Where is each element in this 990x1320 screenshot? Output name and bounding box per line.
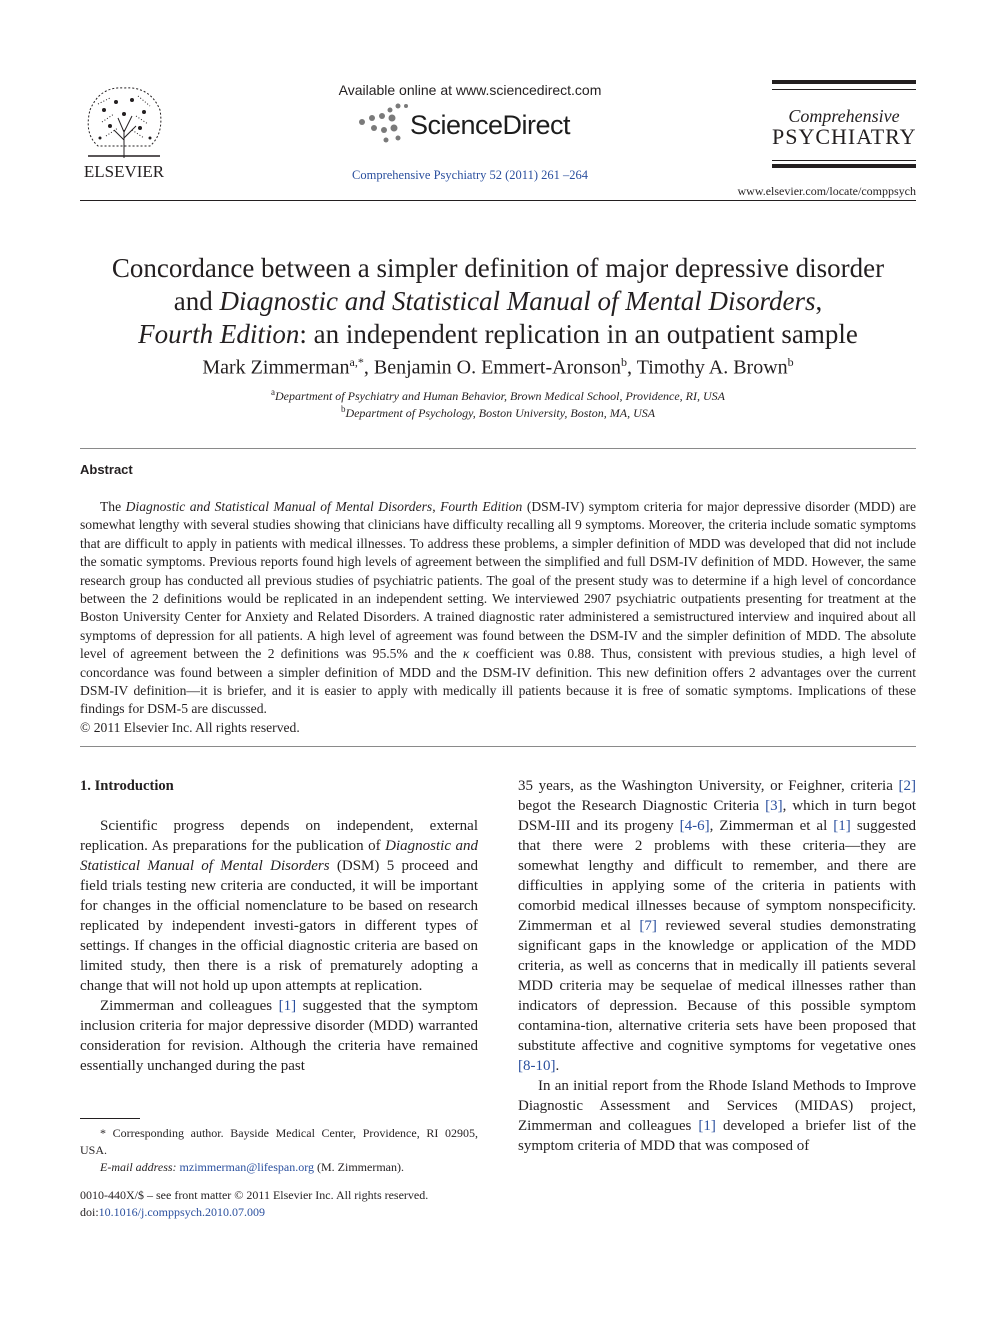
title-line-2c: , — [815, 286, 823, 316]
email-owner: (M. Zimmerman). — [314, 1160, 404, 1174]
doi-line — [80, 1204, 478, 1221]
text-run: reviewed several studies demonstrating significant gaps in the knowledge or application of the MDD criteria, as well as concerns that in medically ill patients several MDD criteria may be sequelae of medical illnesses rather than indicators of depression. Because of this possible symptom contamina-tion, alternative criteria sets have been proposed that substitute affective and cognitive symptoms for vegetative ones — [518, 918, 917, 1054]
citation-link[interactable]: [1] — [698, 1118, 716, 1134]
author-name[interactable]: Mark Zimmerman — [202, 356, 350, 379]
citation-link[interactable]: [1] — [833, 818, 851, 834]
masthead-rule-thick — [772, 80, 916, 84]
citation-link[interactable]: [7] — [639, 918, 657, 934]
affiliation-text: Department of Psychiatry and Human Behavior, Brown Medical School, Providence, RI, USA — [274, 389, 725, 403]
abstract-run: (DSM-IV) symptom criteria for major depressive disorder (MDD) are somewhat lengthy with several studies showing that clinicians have difficulty recalling all 9 symptoms. Moreover, the criteria include somatic symptoms that are difficult to apply in patients with medical illnesses. To address these problems, a simpler definition of MDD was developed that did not include the somatic symptoms. Previous reports found high levels of agreement between the simplified and full DSM-IV definition of MDD. However, the same research group has conducted all previous studies of psychiatric patients. The goal of the present study was to determine if a high level of concordance between the 2 definitions would be replicated in an independent setting. We interviewed 2907 psychiatric outpatients presenting for treatment at the Boston University Center for Anxiety and Related Disorders. A trained diagnostic rater administered a semistructured interview and inquired about all symptoms of depression for all patients. A high level of agreement was found between the DSM-IV and the simpler definition of MDD. The absolute level of agreement between the 2 definitions was 95.5% and the — [80, 499, 917, 662]
email-line — [80, 1159, 478, 1176]
paragraph — [518, 776, 916, 1076]
footnote-divider — [80, 1118, 140, 1119]
text-run-italic: Diagnostic and Statistical Manual of Mental Disorders — [80, 838, 478, 874]
author-sup: b — [787, 355, 794, 369]
doi-link[interactable]: 10.1016/j.comppsych.2010.07.009 — [98, 1205, 265, 1219]
abstract-copyright: © 2011 Elsevier Inc. All rights reserved. — [80, 719, 300, 735]
masthead-rule-thin-bottom — [772, 160, 916, 161]
abstract-top-divider — [80, 448, 916, 449]
affiliation-sup: a — [270, 387, 275, 397]
journal-name-bottom: PSYCHIATRY — [772, 124, 917, 149]
available-online-text[interactable]: Available online at www.sciencedirect.com — [338, 82, 602, 98]
email-link[interactable]: mzimmerman@lifespan.org — [179, 1160, 315, 1174]
abstract-run-italic: Diagnostic and Statistical Manual of Mental Disorders — [125, 499, 433, 514]
abstract-run: , — [432, 499, 441, 514]
affiliation-sup: b — [340, 404, 346, 414]
author-sup: a,* — [349, 355, 364, 369]
kappa-symbol: κ — [462, 646, 470, 662]
section-heading-introduction: 1. Introduction — [80, 778, 174, 794]
abstract-run: The — [100, 499, 126, 514]
citation-link[interactable]: [2] — [898, 778, 916, 794]
citation-link[interactable]: [8-10] — [518, 1058, 556, 1074]
text-run: developed a briefer list of the symptom criteria of MDD that was composed of — [518, 1118, 916, 1154]
author-list: Mark Zimmerman$^{a,*}$, Benjamin O. Emmert-Aronson$^b$, Timothy A. Brown$^b$ — [202, 355, 794, 379]
front-matter — [80, 1187, 478, 1221]
abstract-heading: Abstract — [80, 462, 133, 477]
text-run: , Zimmerman et al — [709, 818, 834, 834]
doi-label: doi: — [80, 1205, 99, 1219]
text-run: begot the Research Diagnostic Criteria — [518, 798, 766, 814]
right-column — [518, 776, 916, 1156]
left-column — [80, 816, 478, 1076]
paragraph — [518, 1076, 916, 1156]
affiliation-b — [80, 404, 916, 421]
title-line-1: Concordance between a simpler definition of major depressive disorder — [111, 253, 885, 283]
journal-url[interactable]: www.elsevier.com/locate/comppsych — [737, 184, 916, 198]
text-run: Zimmerman and colleagues — [100, 998, 279, 1014]
abstract-run-italic: Fourth Edition — [440, 499, 523, 514]
author-sup: b — [621, 355, 628, 369]
title-line-2a: and — [173, 286, 220, 316]
sciencedirect-logo: ScienceDirect — [410, 110, 571, 140]
text-run: suggested that there were 2 problems with these criteria—they are somewhat lengthy and difficult to remember, and there are difficulties in applying some of the criteria in patients with comorbid medical illnesses because of symptom nonspecificity. Zimmerman et al — [518, 818, 916, 934]
text-run: . — [555, 1058, 560, 1074]
text-run: 35 years, as the Washington University, or Feighner, criteria — [518, 778, 899, 794]
abstract-run: coefficient was 0.88. Thus, consistent with previous studies, a high level of concordance was found between a simpler definition of MDD and the DSM-IV definition. This new definition offers 2 advantages over the current DSM-IV definition—it is briefer, and it is easier to apply with medically ill patients because it is free of somatic symptoms. Implications of these findings for DSM-5 are discussed. — [80, 646, 916, 717]
citation-link[interactable]: [4-6] — [679, 818, 710, 834]
text-run: Scientific progress depends on independent, external replication. As preparations for the publication of — [80, 818, 478, 854]
text-run: suggested that the symptom inclusion criteria for major depressive disorder (MDD) warranted consideration for revision. Although the criteria have remained essentially unchanged during the past — [80, 998, 478, 1074]
journal-masthead — [772, 80, 916, 168]
author-name[interactable]: Benjamin O. Emmert-Aronson — [373, 356, 622, 379]
title-line-2b: Diagnostic and Statistical Manual of Mental Disorders — [219, 286, 816, 316]
author-name[interactable]: Timothy A. Brown — [636, 356, 788, 379]
text-run: In an initial report from the Rhode Island Methods to Improve Diagnostic Assessment and Services (MIDAS) project, Zimmerman and colleagues — [518, 1078, 916, 1134]
elsevier-tree-logo — [80, 80, 168, 180]
paragraph — [80, 816, 478, 996]
title-line-3b: : an independent replication in an outpatient sample — [299, 319, 858, 349]
corresponding-author-note — [80, 1125, 478, 1176]
email-label: E-mail address: — [100, 1160, 180, 1174]
abstract-bottom-divider — [80, 746, 916, 747]
text-run: (DSM) 5 proceed and field trials testing new criteria are conducted, it will be important for changes in the official nomenclature to be based on research replicated by independent investi-gators in different types of settings. If changes in the official diagnostic criteria are based on limited study, then there is a risk of prematurely adopting a change that will not hold up upon attempts at replication. — [80, 858, 478, 994]
issn-line: 0010-440X/$ – see front matter © 2011 Elsevier Inc. All rights reserved. — [80, 1188, 429, 1202]
footnote-text: * Corresponding author. Bayside Medical Center, Providence, RI 02905, USA. — [80, 1126, 478, 1157]
article-title — [80, 252, 916, 351]
affiliation-text: Department of Psychology, Boston University, Boston, MA, USA — [345, 406, 656, 420]
abstract-text — [80, 498, 916, 737]
elsevier-wordmark: ELSEVIER — [83, 162, 165, 180]
journal-citation: Comprehensive Psychiatry 52 (2011) 261 –264 — [352, 168, 588, 182]
masthead-rule-thick-bottom — [772, 164, 916, 168]
citation-link[interactable]: [3] — [765, 798, 783, 814]
journal-name-top: Comprehensive — [788, 106, 900, 126]
affiliation-a — [80, 387, 916, 404]
masthead-rule-thin — [772, 89, 916, 90]
paragraph — [80, 996, 478, 1076]
citation-link[interactable]: [1] — [278, 998, 297, 1014]
text-run: , which in turn begot DSM-III and its progeny — [518, 798, 916, 834]
title-line-3a: Fourth Edition — [138, 319, 300, 349]
header-divider — [80, 200, 916, 201]
